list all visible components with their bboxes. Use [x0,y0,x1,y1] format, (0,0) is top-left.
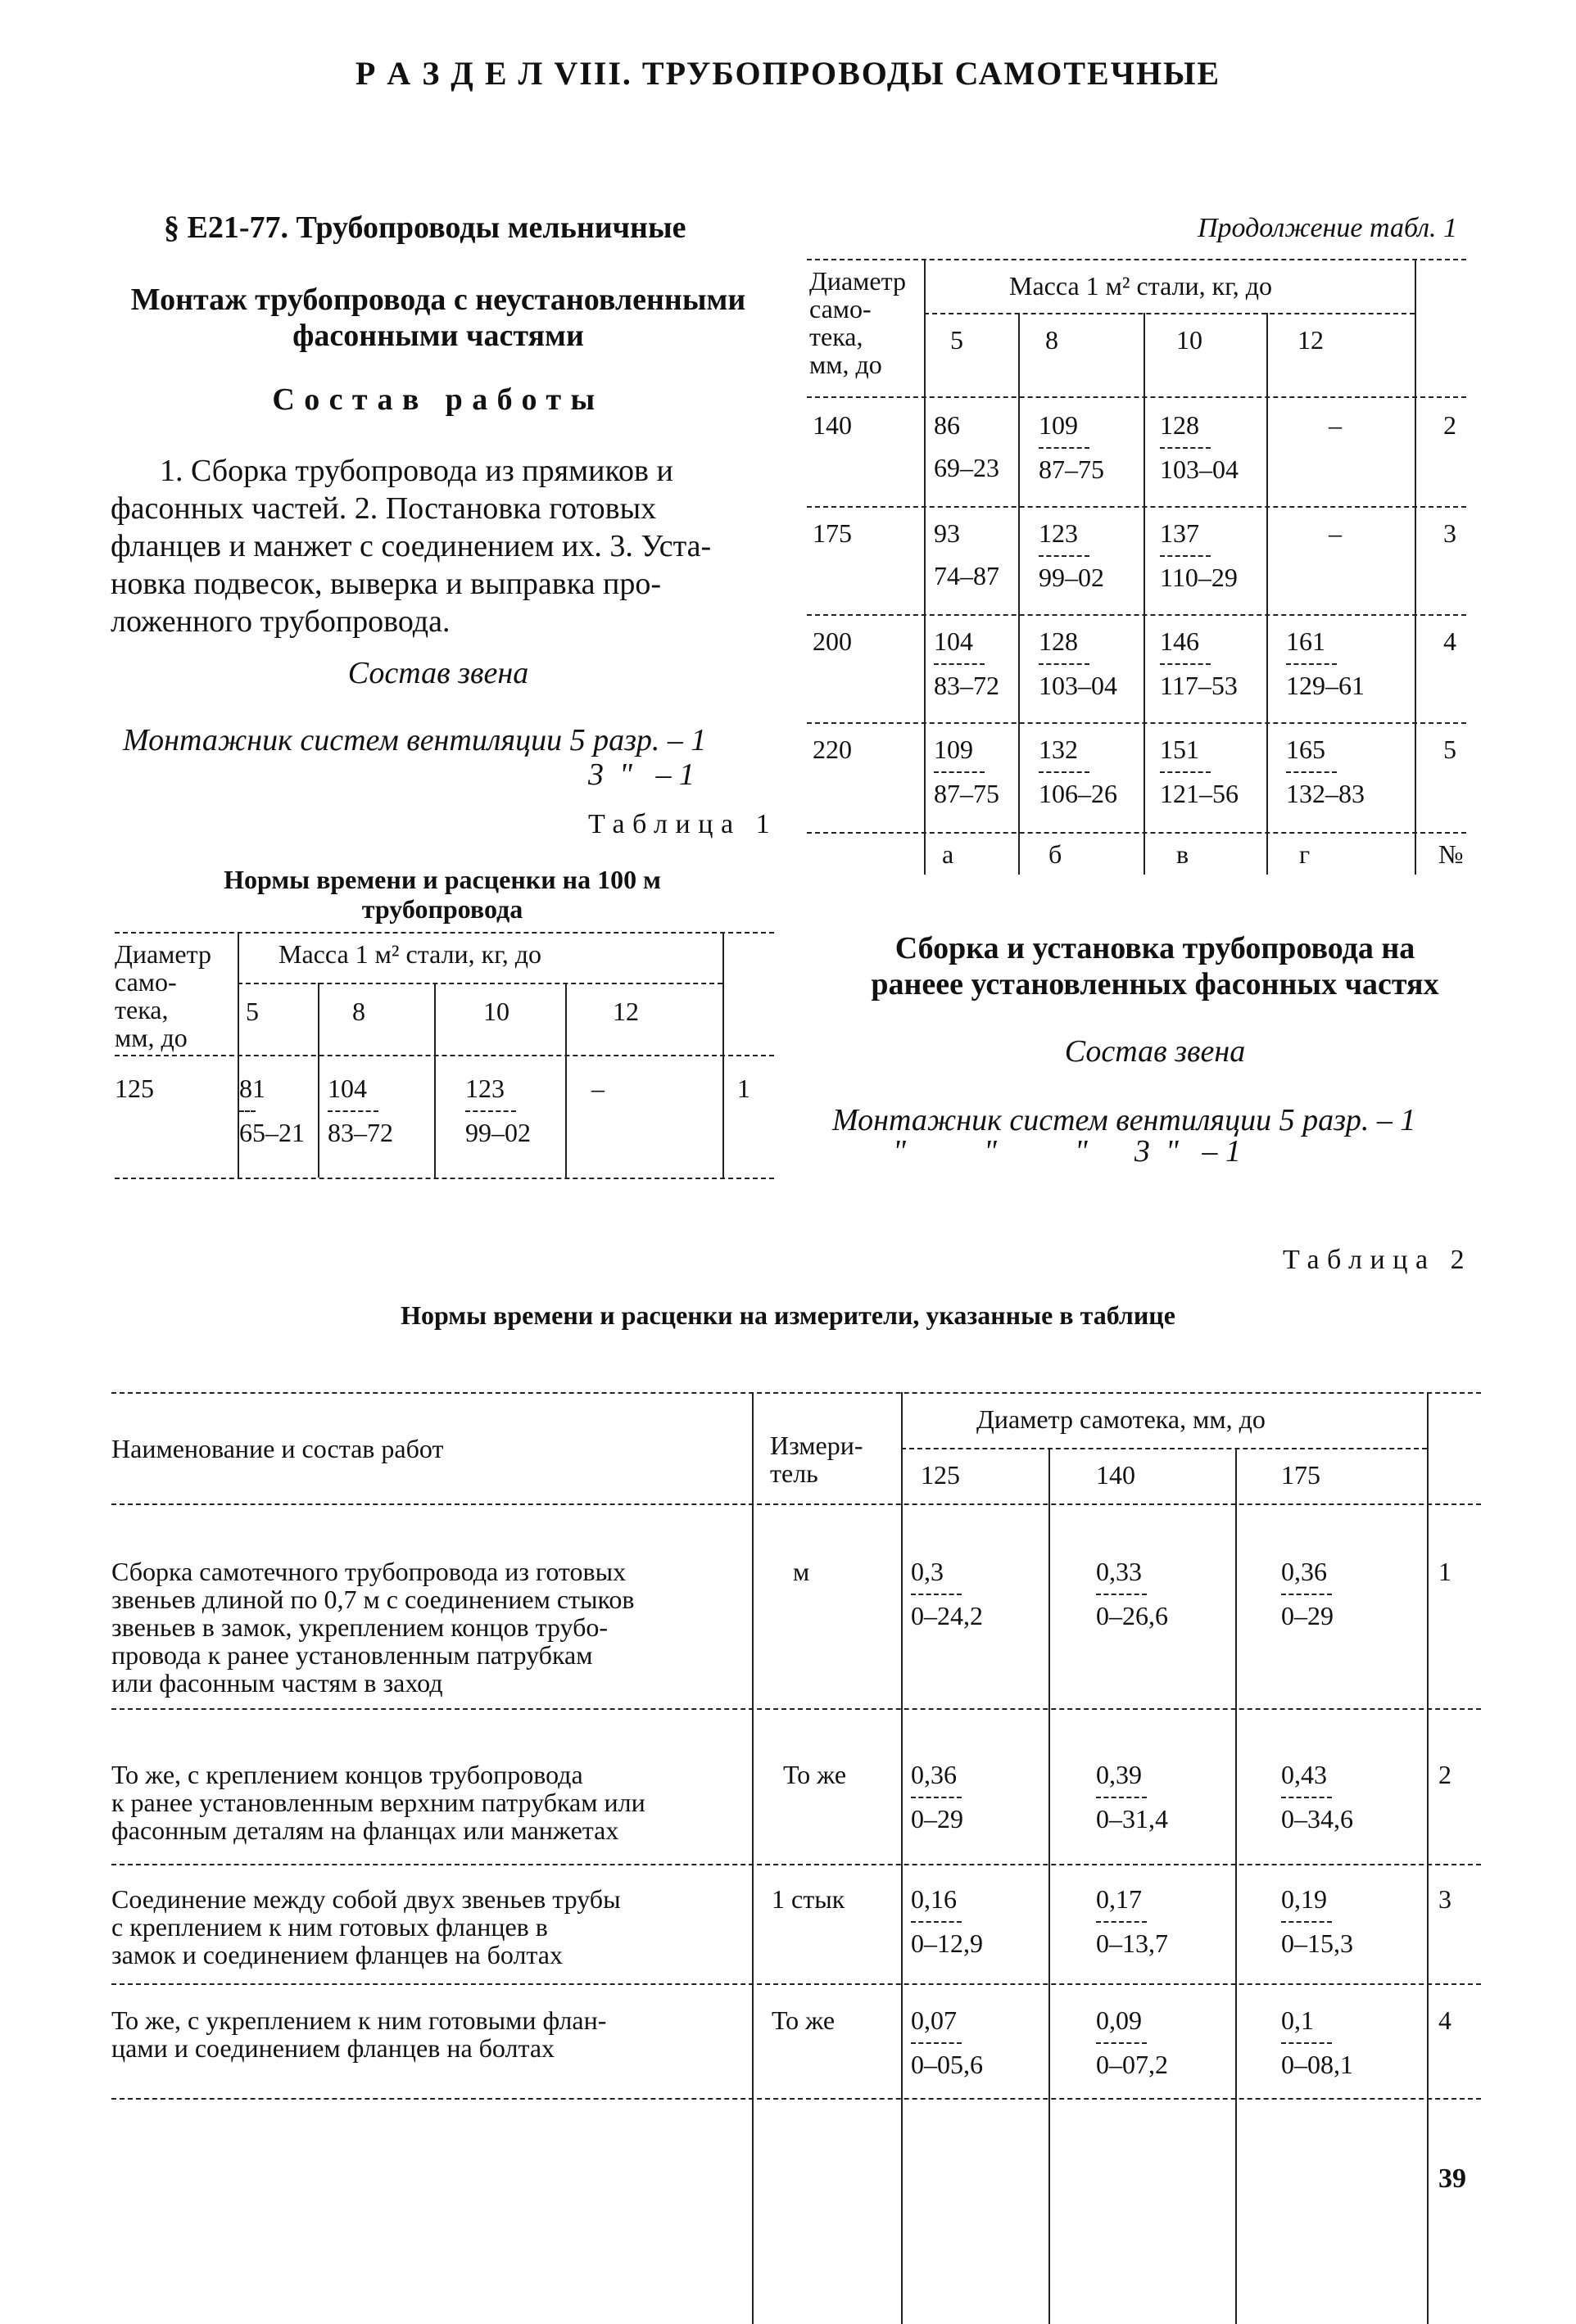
norm-value: 128 [1160,410,1199,440]
continuation-label: Продолжение табл. 1 [1198,213,1458,243]
table2-cell [1281,2006,1353,2078]
norm-value: 165 [1286,735,1325,764]
table2-diam-col: 140 [1096,1460,1135,1490]
norm-value: 0,33 [1096,1557,1142,1586]
table1-mass-col: 8 [352,997,365,1026]
table2-diam-col: 175 [1281,1460,1320,1490]
table1-row-diam: 125 [115,1074,154,1103]
paragraph-title: § Е21-77. Трубопроводы мельничные [164,210,686,245]
table2-row-unit: м [793,1557,810,1586]
table2-label: Таблица 2 [1283,1245,1473,1275]
rate-value: 0–29 [911,1804,963,1833]
table1-mass-col: 12 [613,997,639,1026]
table1-row-num: 1 [737,1074,750,1103]
table2-row-name [111,1558,635,1697]
rate-value: 0–29 [1281,1601,1334,1630]
table2-row-num: 3 [1438,1884,1451,1914]
norm-value: 81 [239,1074,265,1103]
table2-diam-header: Диаметр самотека, мм, до [976,1404,1266,1434]
norm-value: 0,3 [911,1557,944,1586]
norm-value: 0,36 [911,1760,957,1789]
rate-value: 106–26 [1039,779,1117,808]
work-line: 1. Сборка трубопровода из прямиков и [160,454,673,488]
table1c-mass-col: 5 [950,325,963,355]
rate-value: 0–13,7 [1096,1928,1168,1958]
subtitle-right-line1: Сборка и установка трубопровода на [894,931,1415,965]
norm-value: 0,19 [1281,1884,1327,1914]
rate-value: 103–04 [1039,671,1117,700]
crew-heading-left: Состав звена [347,656,529,690]
table1-mass-col: 10 [483,997,509,1026]
table1c-row-rule [807,722,1466,724]
table1c-cell [934,411,999,482]
table1c-cell [934,735,999,807]
norm-value: 109 [934,735,973,764]
table1c-subheader-rule [924,313,1415,314]
row-name-line: замок и соединением фланцев на болтах [111,1940,563,1969]
table2-row-rule [111,1983,1481,1985]
norm-value: 0,16 [911,1884,957,1914]
work-line: ложенного трубопровода. [111,604,451,639]
table1c-cell: – [1329,410,1342,440]
table2-cell [911,1761,963,1833]
table2-row-name [111,2006,606,2062]
row-name-line: Сборка самотечного трубопровода из готовых [111,1557,627,1586]
table1-col-diam [115,940,211,1051]
table1-mass-col: 5 [246,997,259,1026]
table2-vline [1048,1448,1050,2324]
table1c-footer-letter: б [1048,839,1062,869]
table2-cell [1096,1558,1168,1630]
table1c-mass-header: Масса 1 м² стали, кг, до [1009,271,1272,301]
table1-cell [465,1074,531,1146]
rate-value: 83–72 [328,1118,393,1147]
row-name-line: с креплением к ним готовых фланцев в [111,1912,548,1942]
table1-cell: – [591,1074,605,1103]
table1-vline [318,983,319,1178]
table2-subheader-rule [901,1448,1427,1449]
table1c-cell [1286,627,1365,699]
table2-bottom-rule [111,2098,1481,2100]
norm-value: 128 [1039,626,1078,656]
rate-value: 0–12,9 [911,1928,983,1958]
col-diam-line: мм, до [809,350,882,379]
rate-value: 74–87 [934,561,999,590]
table1c-row-diam: 200 [813,626,852,656]
row-name-line: звеньев в замок, укреплением концов трубо- [111,1612,609,1642]
norm-value: 146 [1160,626,1199,656]
table1c-footer-letter: в [1176,839,1189,869]
rate-value: 83–72 [934,671,999,700]
subtitle-right [827,930,1483,1002]
table2-vline [1427,1392,1429,2324]
table2-row-unit: То же [772,2005,836,2035]
table1c-cell [1160,627,1238,699]
row-name-line: Соединение между собой двух звеньев трубы [111,1884,621,1914]
col-diam-line: тека, [809,322,863,351]
table2-header-rule [111,1503,1481,1505]
rate-value: 0–15,3 [1281,1928,1353,1958]
table1c-vline [1415,259,1416,875]
rate-value: 0–34,6 [1281,1804,1353,1833]
rate-value: 87–75 [934,779,999,808]
table1c-footer-letter: г [1299,839,1311,869]
norm-value: 161 [1286,626,1325,656]
table1c-row-rule [807,506,1466,508]
table2-cell [1096,1885,1168,1957]
norm-value: 0,39 [1096,1760,1142,1789]
rate-value: 117–53 [1160,671,1238,700]
table1c-row-num: 5 [1443,735,1456,764]
row-name-line: фасонным деталям на фланцах или манжетах [111,1815,619,1845]
rate-value: 103–04 [1160,454,1239,484]
norm-value: 123 [1039,518,1078,548]
row-name-line: То же, с креплением концов трубопровода [111,1760,583,1789]
table1c-cell [1160,519,1238,591]
rate-value: 0–07,2 [1096,2050,1168,2079]
table1c-row-num: 2 [1443,410,1456,440]
rate-value: 0–31,4 [1096,1804,1168,1833]
table1c-footer-letter: а [942,839,954,869]
table1-vline [565,983,567,1178]
subtitle-right-line2: ранееe установленных фасонных частях [871,967,1439,1001]
table1c-cell [1160,735,1239,807]
table2-cell [1281,1558,1334,1630]
table2-row-rule [111,1708,1481,1710]
table2-vline [752,1392,754,2324]
table1-bottom-rule [115,1178,774,1179]
table1-subheader-rule [238,983,722,984]
table1c-row-diam: 175 [813,518,852,548]
subtitle-left-line2: фасонными частями [292,319,584,353]
norm-value: 0,36 [1281,1557,1327,1586]
table1c-mass-col: 10 [1176,325,1202,355]
rate-value: 0–26,6 [1096,1601,1168,1630]
crew-line-left-1: Монтажник систем вентиляции 5 разр. – 1 [123,723,707,757]
table2-cell [911,1885,983,1957]
table1c-cell [1039,411,1104,483]
col-diam-line: само- [809,294,872,323]
table2-row-unit: 1 стык [772,1884,845,1914]
norm-value: 137 [1160,518,1199,548]
table2-col-unit: Измери- тель [770,1431,863,1488]
table1c-cell [1039,735,1117,807]
rate-value: 69–23 [934,453,999,482]
table2-vline [1235,1448,1237,2324]
work-line: фланцев и манжет с соединением их. 3. Уста- [111,529,712,563]
crew-line-right-2: " " " 3 " – 1 [893,1134,1241,1169]
row-name-line: провода к ранее установленным патрубкам [111,1640,593,1670]
row-name-line: цами и соединением фланцев на болтах [111,2033,555,2063]
table1c-row-diam: 220 [813,735,852,764]
norm-value: 123 [465,1074,505,1103]
rate-value: 0–05,6 [911,2050,983,2079]
rate-value: 65–21 [239,1118,305,1147]
rate-value: 0–08,1 [1281,2050,1353,2079]
norm-value: 0,07 [911,2005,957,2035]
table1-vline [434,983,436,1178]
table2-row-num: 2 [1438,1760,1451,1789]
table1-top-rule [115,932,774,934]
table2-row-num: 1 [1438,1557,1451,1586]
table1c-footer-num: № [1438,839,1464,869]
rate-value: 87–75 [1039,454,1104,484]
table2-row-name [111,1761,645,1844]
norm-value: 151 [1160,735,1199,764]
col-diam-line: Диаметр [115,939,211,969]
norm-value: 104 [934,626,973,656]
rate-value: 99–02 [1039,563,1104,592]
work-description [111,452,766,640]
table1c-row-rule [807,614,1466,616]
crew-heading-right: Состав звена [1064,1034,1246,1069]
crew-line-left-2: 3 " – 1 [588,757,695,792]
table1-label: Таблица 1 [588,809,778,839]
row-name-line: или фасонным частям в заход [111,1668,443,1698]
rate-value: 121–56 [1160,779,1239,808]
table1c-cell [1039,627,1117,699]
norm-value: 0,17 [1096,1884,1142,1914]
rate-value: 132–83 [1286,779,1365,808]
table2-vline [901,1392,903,2324]
rate-value: 0–24,2 [911,1601,983,1630]
norm-value: 109 [1039,410,1078,440]
table1c-mass-col: 12 [1297,325,1324,355]
row-name-line: То же, с укреплением к ним готовыми флан- [111,2005,607,2035]
table1c-cell [934,519,999,590]
table1c-vline [924,259,926,875]
table1-title-line1: Нормы времени и расценки на 100 м [224,865,661,894]
col-diam-line: Диаметр [809,266,906,296]
row-name-line: к ранее установленным верхним патрубкам или [111,1788,645,1817]
norm-value: 86 [934,410,960,440]
table1c-top-rule [807,259,1466,260]
table1c-mass-col: 8 [1045,325,1058,355]
table1-title-line2: трубопровода [361,894,523,924]
table1c-row-rule [807,832,1466,834]
table1c-row-diam: 140 [813,410,852,440]
table1c-cell [934,627,999,699]
table1c-header-rule [807,396,1466,398]
table2-top-rule [111,1392,1481,1394]
rate-value: 99–02 [465,1118,531,1147]
crew-line-right-1: Монтажник систем вентиляции 5 разр. – 1 [832,1103,1416,1137]
table1c-row-num: 3 [1443,518,1456,548]
table2-title: Нормы времени и расценки на измерители, указанные в таблице [401,1300,1175,1330]
table2-cell [1096,1761,1168,1833]
norm-value: 0,43 [1281,1760,1327,1789]
table2-cell [1281,1885,1353,1957]
table2-row-rule [111,1864,1481,1865]
rate-value: 110–29 [1160,563,1238,592]
section-header: Р А З Д Е Л VIII. ТРУБОПРОВОДЫ САМОТЕЧНЫЕ [355,55,1221,92]
row-name-line: звеньев длиной по 0,7 м с соединением стыков [111,1585,635,1614]
page-number: 39 [1438,2163,1466,2194]
table1c-cell [1286,735,1365,807]
work-line: новка подвесок, выверка и выправка про- [111,567,661,601]
table2-cell [911,2006,983,2078]
rate-value: 129–61 [1286,671,1365,700]
table2-diam-col: 125 [921,1460,960,1490]
norm-value: 104 [328,1074,367,1103]
table2-row-name [111,1885,621,1969]
work-line: фасонных частей. 2. Постановка готовых [111,491,657,526]
table1c-row-num: 4 [1443,626,1456,656]
work-heading: Состав работы [272,382,605,417]
table1-cell [328,1074,393,1146]
table1c-col-diam [809,267,906,378]
col-diam-line: мм, до [115,1023,188,1052]
table1-header-rule [115,1055,774,1056]
norm-value: 93 [934,518,960,548]
table2-row-num: 4 [1438,2005,1451,2035]
table2-col-name: Наименование и состав работ [111,1434,444,1463]
subtitle-left-line1: Монтаж трубопровода с неустановленными [130,283,746,317]
table1-title [115,865,770,924]
table2-cell [911,1558,983,1630]
table1-mass-header: Масса 1 м² стали, кг, до [279,939,541,969]
subtitle-left [90,282,786,354]
col-diam-line: само- [115,967,177,997]
table1c-cell [1039,519,1104,591]
col-diam-line: тека, [115,995,169,1024]
norm-value: 0,1 [1281,2005,1314,2035]
table1-cell [239,1074,305,1146]
table1c-cell [1160,411,1239,483]
norm-value: 132 [1039,735,1078,764]
table2-row-unit: То же [783,1760,847,1789]
norm-value: 0,09 [1096,2005,1142,2035]
table1c-cell: – [1329,518,1342,548]
table2-cell [1281,1761,1353,1833]
table2-cell [1096,2006,1168,2078]
